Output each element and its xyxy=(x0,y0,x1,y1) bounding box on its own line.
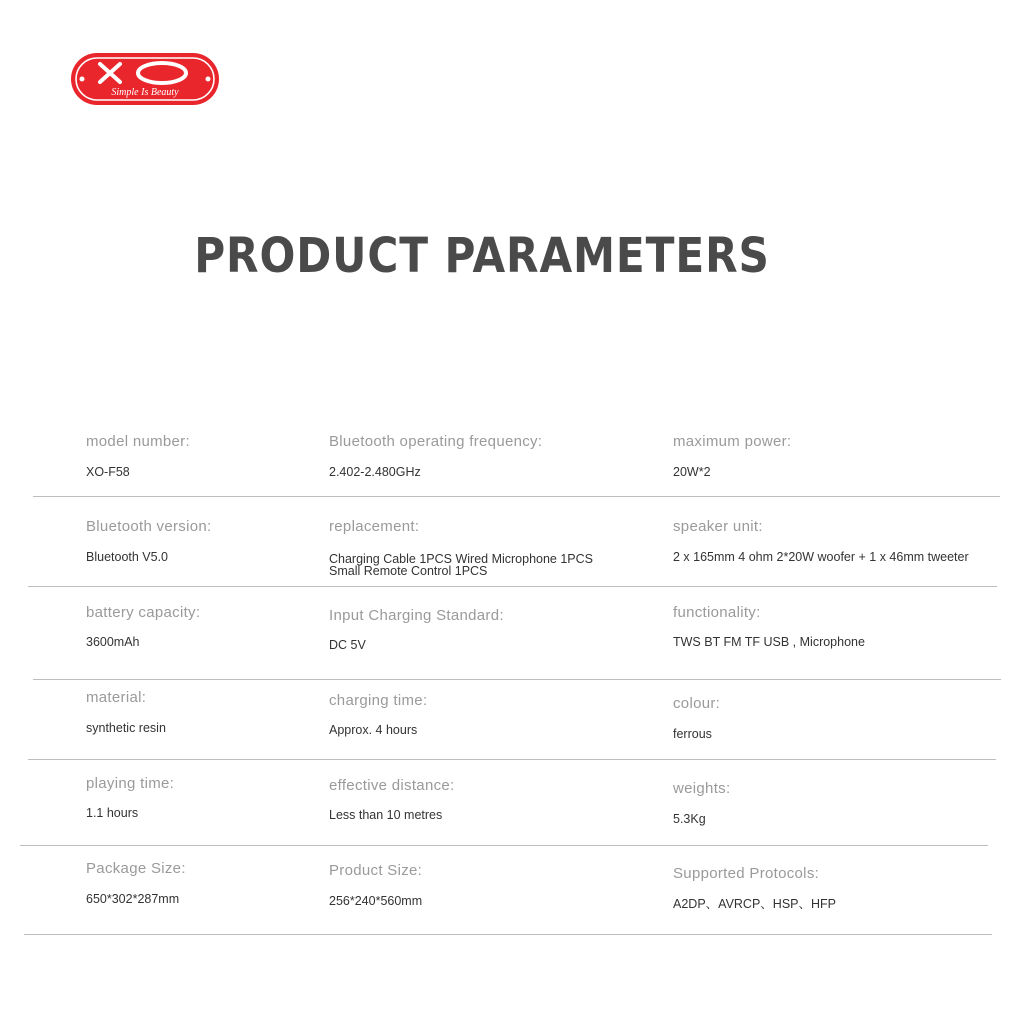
spec-value: 1.1 hours xyxy=(86,806,139,820)
spec-label: speaker unit: xyxy=(673,518,763,535)
spec-label: Bluetooth operating frequency: xyxy=(329,433,543,450)
spec-value: TWS BT FM TF USB , Microphone xyxy=(673,635,865,649)
spec-value: 3600mAh xyxy=(86,635,140,649)
spec-label: Input Charging Standard: xyxy=(329,607,504,624)
spec-value: 256*240*560mm xyxy=(329,894,423,908)
spec-value: ferrous xyxy=(673,727,712,741)
spec-label: material: xyxy=(86,689,147,706)
row-divider xyxy=(24,934,992,935)
spec-label: effective distance: xyxy=(329,777,455,794)
spec-label: maximum power: xyxy=(673,433,792,450)
spec-label: battery capacity: xyxy=(86,604,201,621)
spec-label: functionality: xyxy=(673,604,761,621)
spec-value: 5.3Kg xyxy=(673,812,706,826)
spec-value: XO-F58 xyxy=(86,465,130,479)
spec-value: 20W*2 xyxy=(673,465,711,479)
row-divider xyxy=(28,759,996,760)
spec-value: Less than 10 metres xyxy=(329,808,443,822)
spec-value: DC 5V xyxy=(329,638,366,652)
spec-label: charging time: xyxy=(329,692,428,709)
row-divider xyxy=(20,845,988,846)
spec-value: Approx. 4 hours xyxy=(329,723,418,737)
spec-label: replacement: xyxy=(329,518,420,535)
row-divider xyxy=(33,496,1000,497)
spec-value: Bluetooth V5.0 xyxy=(86,550,169,564)
brand-tagline: Simple Is Beauty xyxy=(111,87,179,98)
spec-value: synthetic resin xyxy=(86,721,166,735)
row-divider xyxy=(28,586,997,587)
page-title: PRODUCT PARAMETERS xyxy=(194,228,770,284)
spec-label: Product Size: xyxy=(329,862,423,879)
spec-value: 2.402-2.480GHz xyxy=(329,465,421,479)
spec-value: 2 x 165mm 4 ohm 2*20W woofer + 1 x 46mm tweeter xyxy=(673,550,969,564)
spec-label: model number: xyxy=(86,433,190,450)
spec-label: colour: xyxy=(673,695,721,712)
row-divider xyxy=(33,679,1001,680)
spec-label: weights: xyxy=(673,780,731,797)
spec-label: Supported Protocols: xyxy=(673,865,820,882)
spec-label: Bluetooth version: xyxy=(86,518,212,535)
spec-label: playing time: xyxy=(86,775,175,792)
spec-label: Package Size: xyxy=(86,860,186,877)
spec-value: 650*302*287mm xyxy=(86,892,180,906)
spec-value: Charging Cable 1PCS Wired Microphone 1PCS Small Remote Control 1PCS xyxy=(329,552,594,578)
spec-value: A2DP、AVRCP、HSP、HFP xyxy=(673,897,836,911)
